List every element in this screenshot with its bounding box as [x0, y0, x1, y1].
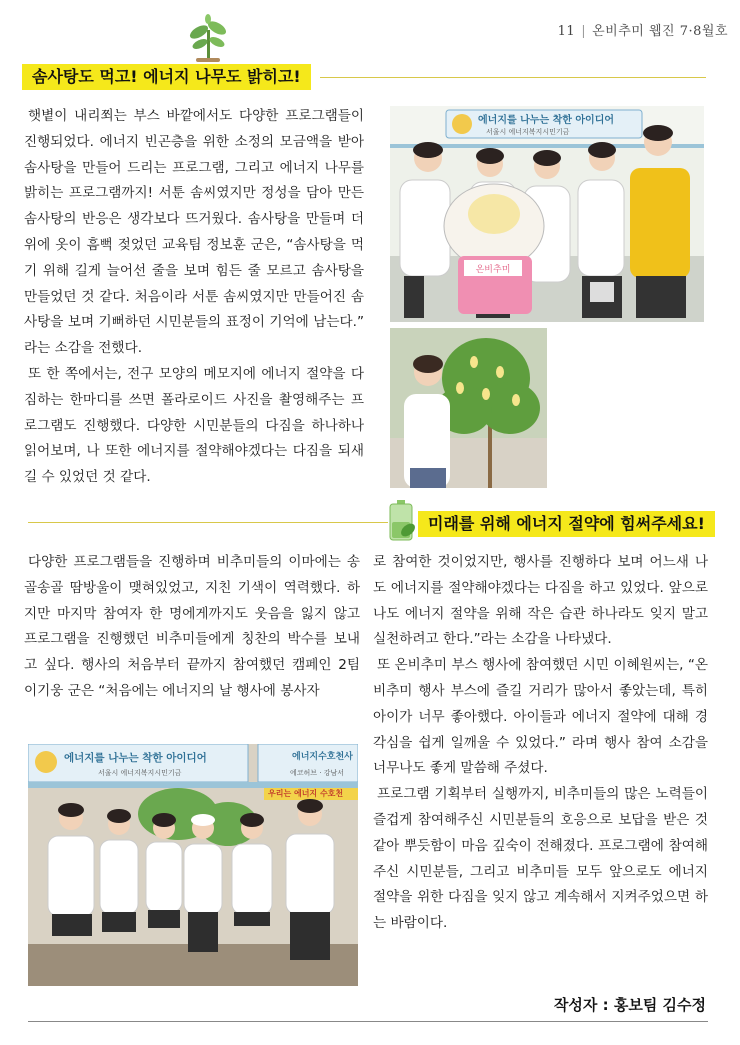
header-separator: |	[581, 24, 587, 39]
paragraph: 로 참여한 것이었지만, 행사를 진행하다 보며 어느새 나도 에너지를 절약해야겠다는 다짐을 하고 있었다. 앞으로 나도 에너지 절약을 위해 작은 습관 하나라도 잊지 말고 실천하려고 한다.”라는 소감을 나타냈다.	[373, 554, 708, 648]
page-header	[558, 20, 728, 39]
paragraph: 또 한 쪽에서는, 전구 모양의 메모지에 에너지 절약을 다짐하는 한마디를 쓰면 폴라로이드 사진을 촬영해주는 프로그램도 진행했다. 다양한 시민분들의 다짐을 하나하나 읽어보며, 나 또한 에너지를 절약해야겠다는 다짐을 되새길 수 있었던 것 같다.	[24, 365, 364, 486]
page-number: 11	[557, 24, 576, 39]
paragraph: 프로그램 기획부터 실행까지, 비추미들의 많은 노력들이 즐겁게 참여해주신 시민분들의 호응으로 보답을 받은 것 같아 뿌듯함이 마음 깊숙이 전해졌다. 프로그램에 참여해주신 시민분들, 그리고 비추미들 모두 앞으로도 에너지 절약을 위한 다짐을 잊지 않고 계속해서 지켜주었으면 하는 바람이다.	[373, 786, 708, 932]
publication-title: 온비추미 웹진 7·8월호	[592, 24, 728, 39]
banner2-text: 에너지수호천사	[292, 752, 353, 762]
paragraph: 다양한 프로그램들을 진행하며 비추미들의 이마에는 송골송골 땀방울이 맺혀있었고, 지친 기색이 역력했다. 하지만 마지막 참여자 한 명에게까지도 웃음을 잃지 않고 프로그램을 진행했던 비추미들에게 칭찬의 박수를 보내고 싶다. 행사의 처음부터 끝까지 참여했던 캠페인 2팀 이기웅 군은 “처음에는 에너지의 날 행사에 봉사자	[24, 554, 360, 699]
footer-rule	[28, 1021, 708, 1022]
paragraph: 햇볕이 내리쬐는 부스 바깥에서도 다양한 프로그램들이 진행되었다. 에너지 빈곤층을 위한 소정의 모금액을 받아 솜사탕을 만들어 드리는 프로그램, 그리고 에너지 나무를 밝히는 프로그램까지! 서툰 솜씨였지만 정성을 담아 만든 솜사탕의 반응은 생각보다 뜨거웠다. 솜사탕을 만들며 더위에 옷이 흠뻑 젖었던 교육팀 정보훈 군은, “솜사탕을 먹기 위해 길게 늘어선 줄을 보며 힘든 줄 모르고 솜사탕을 만들었던 것 같다. 처음이라 서툰 솜씨였지만 만들어진 솜사탕을 보며 기뻐하던 시민분들의 표정이 기억에 남는다.” 라는 소감을 전했다.	[24, 108, 364, 357]
section-rule	[28, 522, 388, 523]
battery-leaf-icon	[388, 500, 418, 542]
photo-volunteer-group	[28, 744, 358, 986]
sprout-icon	[188, 14, 228, 66]
banner-subtext: 서울시 에너지복지시민기금	[486, 128, 570, 136]
photo-energy-tree	[390, 328, 547, 488]
section1-body	[24, 104, 364, 491]
section-title-future: 미래를 위해 에너지 절약에 힘써주세요!	[418, 511, 715, 537]
section2-right-column	[373, 550, 708, 937]
photo-cotton-candy-booth	[390, 106, 704, 322]
banner2-subtext: 에코허브 · 강남서	[290, 769, 345, 777]
author-credit: 작성자 : 홍보팀 김수정	[553, 996, 706, 1014]
banner-text: 에너지를 나누는 착한 아이디어	[478, 115, 615, 126]
section-rule	[320, 77, 706, 78]
section-title-cotton-candy: 솜사탕도 먹고! 에너지 나무도 밝히고!	[22, 64, 311, 90]
paragraph: 또 온비추미 부스 행사에 참여했던 시민 이혜원씨는, “온비추미 행사 부스에 즐길 거리가 많아서 좋았는데, 특히 아이가 너무 좋아했다. 아이들과 에너지 절약에 대해 경각심을 쉽게 일깨울 수 있었다.” 라며 행사 참여 소감을 너무나도 좋게 말씀해 주셨다.	[373, 657, 708, 777]
banner-text: 에너지를 나누는 착한 아이디어	[64, 752, 207, 764]
machine-label: 온비추미	[475, 265, 511, 275]
sign-text: 우리는 에너지 수호천	[268, 789, 344, 798]
banner-subtext: 서울시 에너지복지시민기금	[98, 769, 182, 777]
section2-left-column	[24, 550, 360, 705]
